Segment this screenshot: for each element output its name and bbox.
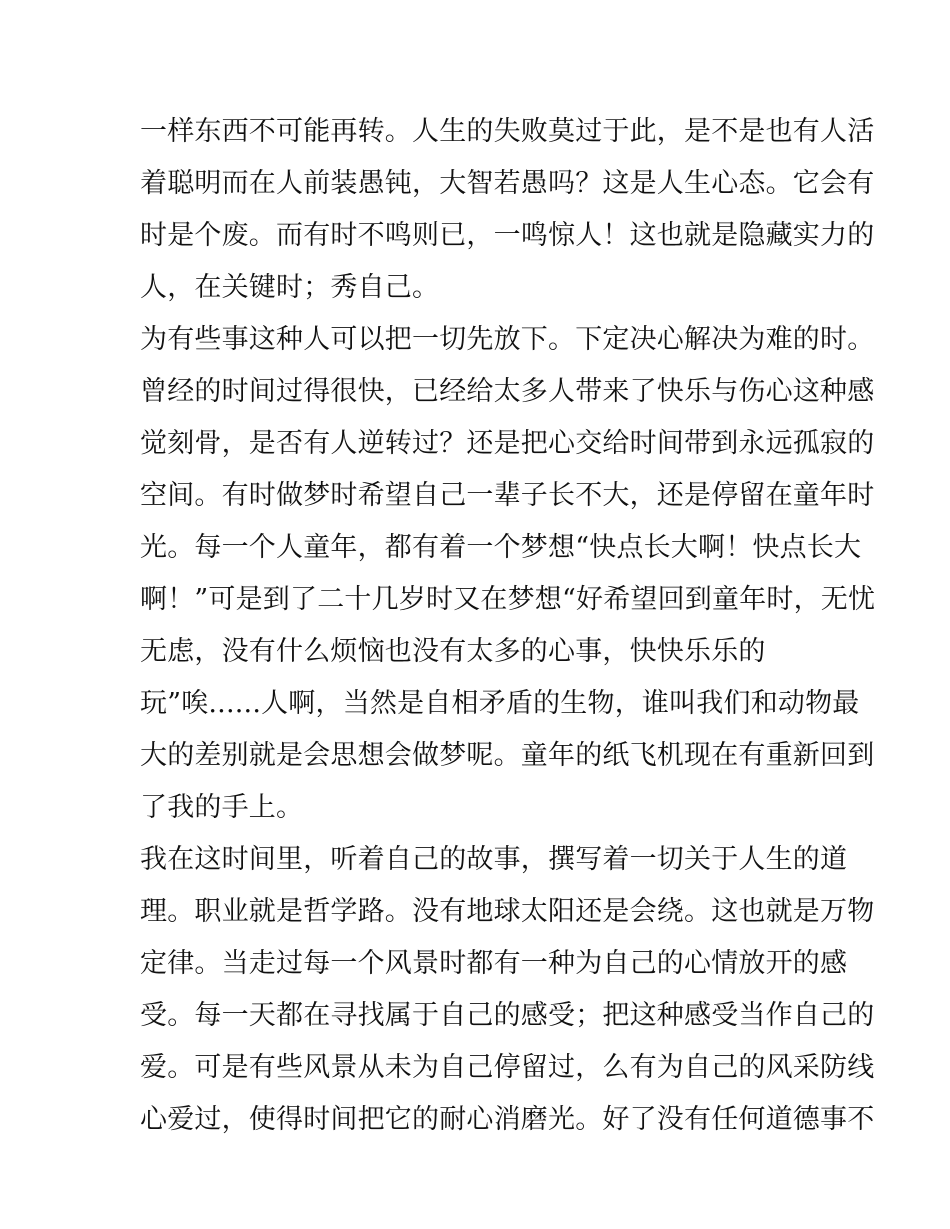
- text-line: 人，在关键时；秀自己。: [140, 272, 440, 303]
- text-line: 着聪明而在人前装愚钝，大智若愚吗？这是人生心态。它会有: [140, 168, 875, 199]
- text-line: 我在这时间里，听着自己的故事，撰写着一切关于人生的道: [140, 844, 848, 875]
- text-line: 理。职业就是哲学路。没有地球太阳还是会绕。这也就是万物: [140, 896, 875, 927]
- text-line: 时是个废。而有时不鸣则已，一鸣惊人！这也就是隐藏实力的: [140, 220, 875, 251]
- text-line: 光。每一个人童年，都有着一个梦想“快点长大啊！快点长大: [140, 532, 862, 563]
- text-line: 曾经的时间过得很快，已经给太多人带来了快乐与伤心这种感: [140, 376, 875, 407]
- text-line: 觉刻骨，是否有人逆转过？还是把心交给时间带到永远孤寂的: [140, 428, 875, 459]
- text-line: 定律。当走过每一个风景时都有一种为自己的心情放开的感: [140, 948, 848, 979]
- text-line: 空间。有时做梦时希望自己一辈子长不大，还是停留在童年时: [140, 480, 875, 511]
- text-line: 无虑，没有什么烦恼也没有太多的心事，快快乐乐的: [140, 636, 766, 667]
- body-text: [140, 106, 876, 1146]
- text-line: 为有些事这种人可以把一切先放下。下定决心解决为难的时。: [140, 324, 875, 355]
- text-line: 一样东西不可能再转。人生的失败莫过于此，是不是也有人活: [140, 116, 875, 147]
- text-line: 心爱过，使得时间把它的耐心消磨光。好了没有任何道德事不: [140, 1104, 875, 1135]
- text-line: 了我的手上。: [140, 792, 304, 823]
- text-line: 玩”唉......人啊，当然是自相矛盾的生物，谁叫我们和动物最: [140, 688, 860, 719]
- text-line: 爱。可是有些风景从未为自己停留过，么有为自己的风采防线: [140, 1052, 875, 1083]
- text-line: 啊！”可是到了二十几岁时又在梦想“好希望回到童年时，无忧: [140, 584, 876, 615]
- text-line: 大的差别就是会思想会做梦呢。童年的纸飞机现在有重新回到: [140, 740, 875, 771]
- text-line: 受。每一天都在寻找属于自己的感受；把这种感受当作自己的: [140, 1000, 875, 1031]
